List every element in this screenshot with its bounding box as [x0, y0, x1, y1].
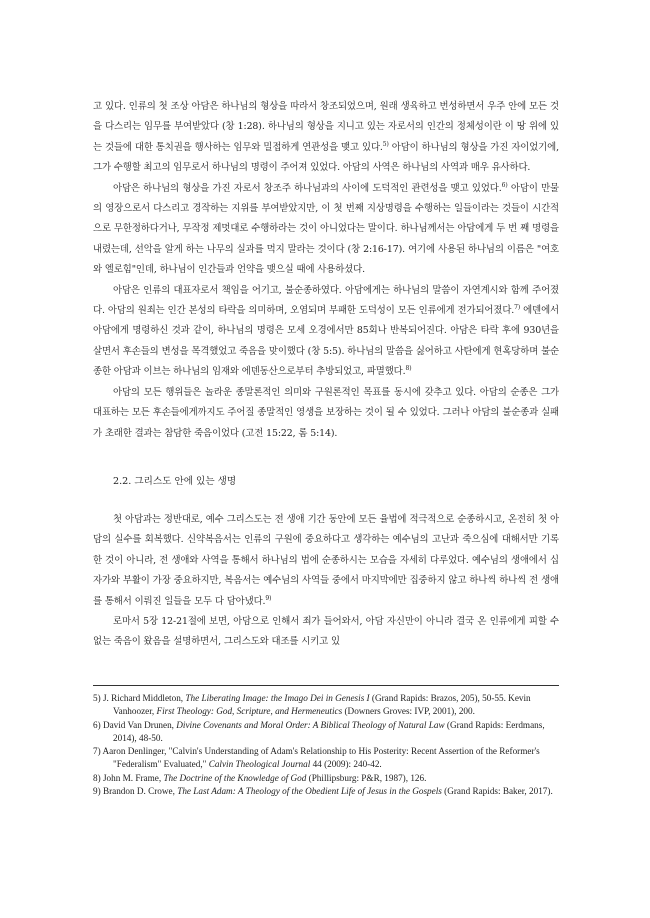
paragraph-2: [93, 179, 559, 281]
footnote-8: [93, 772, 559, 785]
paragraph-5: [93, 510, 559, 612]
footnote-ref-7[interactable]: 7): [514, 303, 521, 311]
footnotes: [93, 685, 559, 798]
footnote-text: David Van Drunen,: [102, 719, 177, 730]
footnote-text: Brandon D. Crowe,: [102, 786, 178, 797]
footnote-title: The Liberating Image: the Imago Dei in Genesis I: [185, 693, 370, 703]
paragraph-2-tail: 아담이 만물의 영장으로서 다스리고 경작하는 지위를 부여받았지만, 이 첫 번째 지상명령을 수행하는 일들이라는 것들이 시간적으로 무한정하다거나, 무작정 제멋대로 수행하라는 것이 아니었다는 말이다. 하나님께서는 아담에게 두 번 째 명령을 내렸는데, 선악을 알게 하는 나무의 실과를 먹지 말라는 것이다 (창 2:16-17). 여기에 사용된 하나님의 이름은 "여호와 엘로힘"인데, 하나님이 인간들과 언약을 맺으실 때에 사용하셨다.: [93, 182, 560, 276]
footnote-text: 44 (2009): 240-42.: [310, 759, 382, 770]
paragraph-5-text: 첫 아담과는 정반대로, 예수 그리스도는 전 생애 기간 동안에 모든 율법에 적극적으로 순종하시고, 온전히 첫 아담의 실수를 회복했다. 신약복음서는 인류의 구원에 중요하다고 생각하는 예수님의 고난과 죽으심에 대해서만 기록한 것이 아니라, 전 생애와 사역을 통해서 하나님의 법에 순종하시는 모습을 자세히 다루었다. 예수님의 생애에서 십자가와 부활이 가장 중요하지만, 복음서는 예수님의 사역들 중에서 마지막에만 집중하지 않고 하나씩 하나씩 전 생애를 통해서 이뤄진 일들을 모두 다 담아냈다.: [93, 513, 559, 607]
document-body: [93, 97, 559, 653]
footnote-text: (Downers Groves: IVP, 2001), 200.: [342, 706, 475, 717]
footnote-number: 6): [93, 719, 101, 730]
footnote-title: First Theology: God, Scripture, and Hermeneutics: [156, 706, 343, 717]
footnote-text: J. Richard Middleton,: [102, 693, 186, 703]
footnote-title: Calvin Theological Journal: [208, 759, 311, 770]
section-heading: 2.2. 그리스도 안에 있는 생명: [113, 475, 237, 487]
footnote-text: (Phillipsburg: P&R, 1987), 126.: [306, 772, 427, 783]
footnote-text: (Grand Rapids: Eerdmans, 2014), 48-50.: [113, 719, 545, 743]
footnote-text: John M. Frame,: [102, 772, 164, 783]
paragraph-4: 아담의 모든 행위들은 놀라운 종말론적인 의미와 구원론적인 목표를 동시에 갖추고 있다. 아담의 순종은 그가 대표하는 모든 후손들에게까지도 주어질 종말적인 영생을 보장하는 것이 될 수 있었다. 그러나 아담의 불순종과 실패가 초래한 결과는 참담한 죽음이었다 (고전 15:22, 롬 5:14).: [93, 386, 559, 439]
paragraph-1-text: 고 있다. 인류의 첫 조상 아담은 하나님의 형상을 따라서 창조되었으며, 원래 생육하고 번성하면서 우주 안에 모든 것을 다스리는 임무를 부여받았다 (창 1:28). 하나님의 형상을 지니고 있는 자로서의 인간의 정체성이란 이 땅 위에 있는 것들에 대한 통치권을 행사하는 임무와 밀접하게 연관성을 맺고 있다.: [93, 101, 559, 153]
footnote-ref-6[interactable]: 6): [501, 181, 508, 189]
footnote-9: [93, 785, 559, 798]
footnote-text: (Grand Rapids: Brazos, 205), 50-55. Kevin Vanhoozer,: [113, 693, 531, 717]
footnote-7: [93, 745, 559, 772]
footnote-title: The Last Adam: A Theology of the Obedient Life of Jesus in the Gospels: [177, 786, 442, 797]
footnote-text: (Grand Rapids: Baker, 2017).: [441, 786, 553, 797]
footnote-ref-8[interactable]: 8): [405, 365, 412, 373]
footnote-number: 5): [93, 693, 101, 703]
footnote-number: 7): [93, 746, 101, 757]
footnote-number: 9): [93, 786, 101, 797]
footnote-5: [93, 692, 559, 719]
paragraph-1-tail: 아담이 하나님의 형상을 가진 자이었기에, 그가 수행할 최고의 임무로서 하나님의 명령이 주어져 있었다. 아담의 사역은 하나님의 사역과 매우 유사하다.: [93, 141, 559, 174]
footnote-6: [93, 719, 559, 746]
paragraph-3: [93, 281, 559, 383]
paragraph-6: 로마서 5장 12-21절에 보면, 아담으로 인해서 죄가 들어와서, 아담 자신만이 아니라 결국 온 인류에게 피할 수 없는 죽음이 왔음을 설명하면서, 그리스도와 대조를 시키고 있: [93, 615, 559, 648]
paragraph-3-text: 아담은 인류의 대표자로서 책임을 어기고, 불순종하였다. 아담에게는 하나님의 말씀이 자연계시와 함께 주어졌다. 아담의 원죄는 인간 본성의 타락을 의미하며, 오염되며 부패한 도덕성이 모든 인류에게 전가되어졌다.: [93, 284, 559, 317]
footnote-text: Aaron Denlinger, "Calvin's Understanding of Adam's Relationship to His Posterity: Recent Assertion of the Reformer's "Federalism" Evaluated,": [102, 746, 540, 770]
footnote-title: The Doctrine of the Knowledge of God: [163, 772, 307, 783]
paragraph-2-text: 아담은 하나님의 형상을 가진 자로서 창조주 하나님과의 사이에 도덕적인 관련성을 맺고 있었다.: [113, 182, 502, 194]
footnote-ref-5[interactable]: 5): [382, 140, 389, 148]
footnote-title: Divine Covenants and Moral Order: A Biblical Theology of Natural Law: [176, 719, 445, 730]
footnote-ref-9[interactable]: 9): [265, 594, 272, 602]
paragraph-1: [93, 97, 559, 179]
paragraph-3-tail: 에덴에서 아담에게 명령하신 것과 같이, 하나님의 명령은 모세 오경에서만 85회나 반복되어진다. 아담은 타락 후에 930년을 살면서 후손들의 변성을 목격했었고 죽음을 맞이했다 (창 5:5). 하나님의 말씀을 싫어하고 사탄에게 현혹당하며 불순종한 아담과 이브는 하나님의 임재와 에덴동산으로부터 추방되었고, 파멸했다.: [93, 305, 559, 378]
footnote-number: 8): [93, 772, 101, 783]
